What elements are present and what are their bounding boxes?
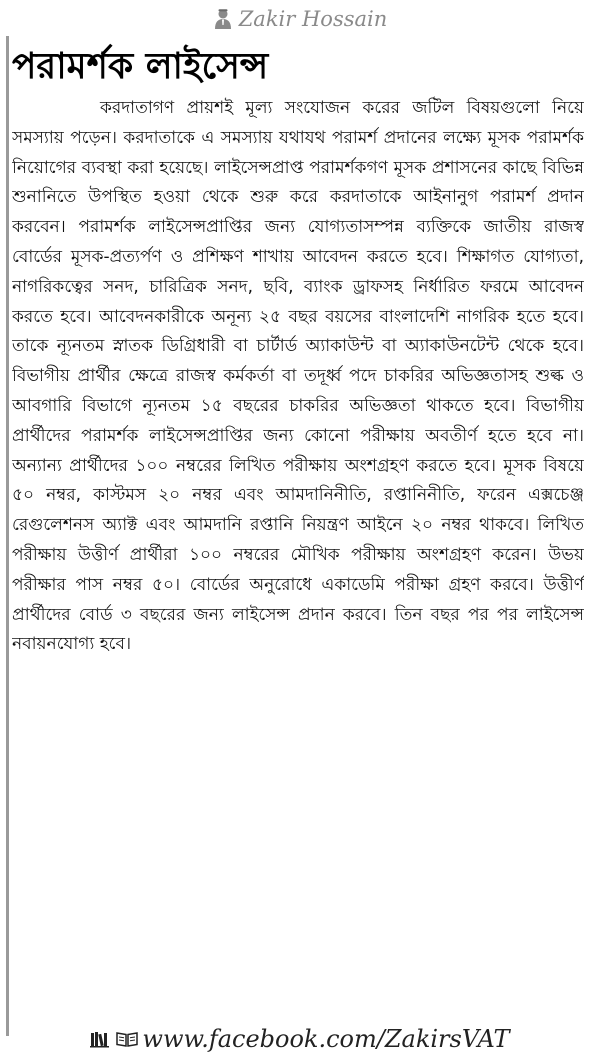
footer	[0, 1022, 600, 1056]
left-margin-rule	[6, 36, 9, 1036]
article-title: পরামর্শক লাইসেন্স	[12, 46, 269, 87]
author-header	[0, 4, 600, 34]
author-name: Zakir Hossain	[238, 7, 388, 31]
open-book-icon	[116, 1029, 136, 1049]
user-icon	[213, 8, 233, 30]
article-body: করদাতাগণ প্রায়শই মূল্য সংযোজন করের জটিল বিষয়গুলো নিয়ে সমস্যায় পড়েন। করদাতাকে এ সমস্যায় যথাযথ পরামর্শ প্রদানের লক্ষ্যে মূসক পরামর্শক নিয়োগের ব্যবস্থা করা হয়েছে। লাইসেন্সপ্রাপ্ত পরামর্শকগণ মূসক প্রশাসনের কাছে বিভিন্ন শুনানিতে উপস্থিত হওয়া থেকে শুরু করে করদাতাকে আইনানুগ পরামর্শ প্রদান করবেন। পরামর্শক লাইসেন্সপ্রাপ্তির জন্য যোগ্যতাসম্পন্ন ব্যক্তিকে জাতীয় রাজস্ব বোর্ডের মূসক-প্রত্যর্পণ ও প্রশিক্ষণ শাখায় আবেদন করতে হবে। শিক্ষাগত যোগ্যতা, নাগরিকত্বের সনদ, চারিত্রিক সনদ, ছবি, ব্যাংক ড্রাফসহ নির্ধারিত ফরমে আবেদন করতে হবে। আবেদনকারীকে অনূন্য ২৫ বছর বয়সের বাংলাদেশি নাগরিক হতে হবে। তাকে ন্যূনতম স্নাতক ডিগ্রিধারী বা চার্টার্ড অ্যাকাউন্ট বা অ্যাকাউনটেন্ট থেকে হবে। বিভাগীয় প্রার্থীর ক্ষেত্রে রাজস্ব কর্মকর্তা বা তদূর্ধ্ব পদে চাকরির অভিজ্ঞতাসহ শুল্ক ও আবগারি বিভাগে ন্যূনতম ১৫ বছরের চাকরির অভিজ্ঞতা থাকতে হবে। বিভাগীয় প্রার্থীদের পরামর্শক লাইসেন্সপ্রাপ্তির জন্য কোনো পরীক্ষায় অবতীর্ণ হতে হবে না। অন্যান্য প্রার্থীদের ১০০ নম্বরের লিখিত পরীক্ষায় অংশগ্রহণ করতে হবে। মূসক বিষয়ে ৫০ নম্বর, কাস্টমস ২০ নম্বর এবং আমদানিনীতি, রপ্তানিনীতি, ফরেন এক্সচেঞ্জ রেগুলেশনস অ্যাক্ট এবং আমদানি রপ্তানি নিয়ন্ত্রণ আইনে ২০ নম্বর থাকবে। লিখিত পরীক্ষায় উত্তীর্ণ প্রার্থীরা ১০০ নম্বরের মৌখিক পরীক্ষায় অংশগ্রহণ করেন। উভয় পরীক্ষার পাস নম্বর ৫০। বোর্ডের অনুরোধে একাডেমি পরীক্ষা গ্রহণ করবে। উত্তীর্ণ প্রার্থীদের বোর্ড ৩ বছরের জন্য লাইসেন্স প্রদান করবে। তিন বছর পর পর লাইসেন্স নবায়নযোগ্য হবে।	[12, 98, 584, 655]
facebook-page-url[interactable]: www.facebook.com/ZakirsVAT	[142, 1025, 510, 1053]
library-icon	[90, 1029, 110, 1049]
